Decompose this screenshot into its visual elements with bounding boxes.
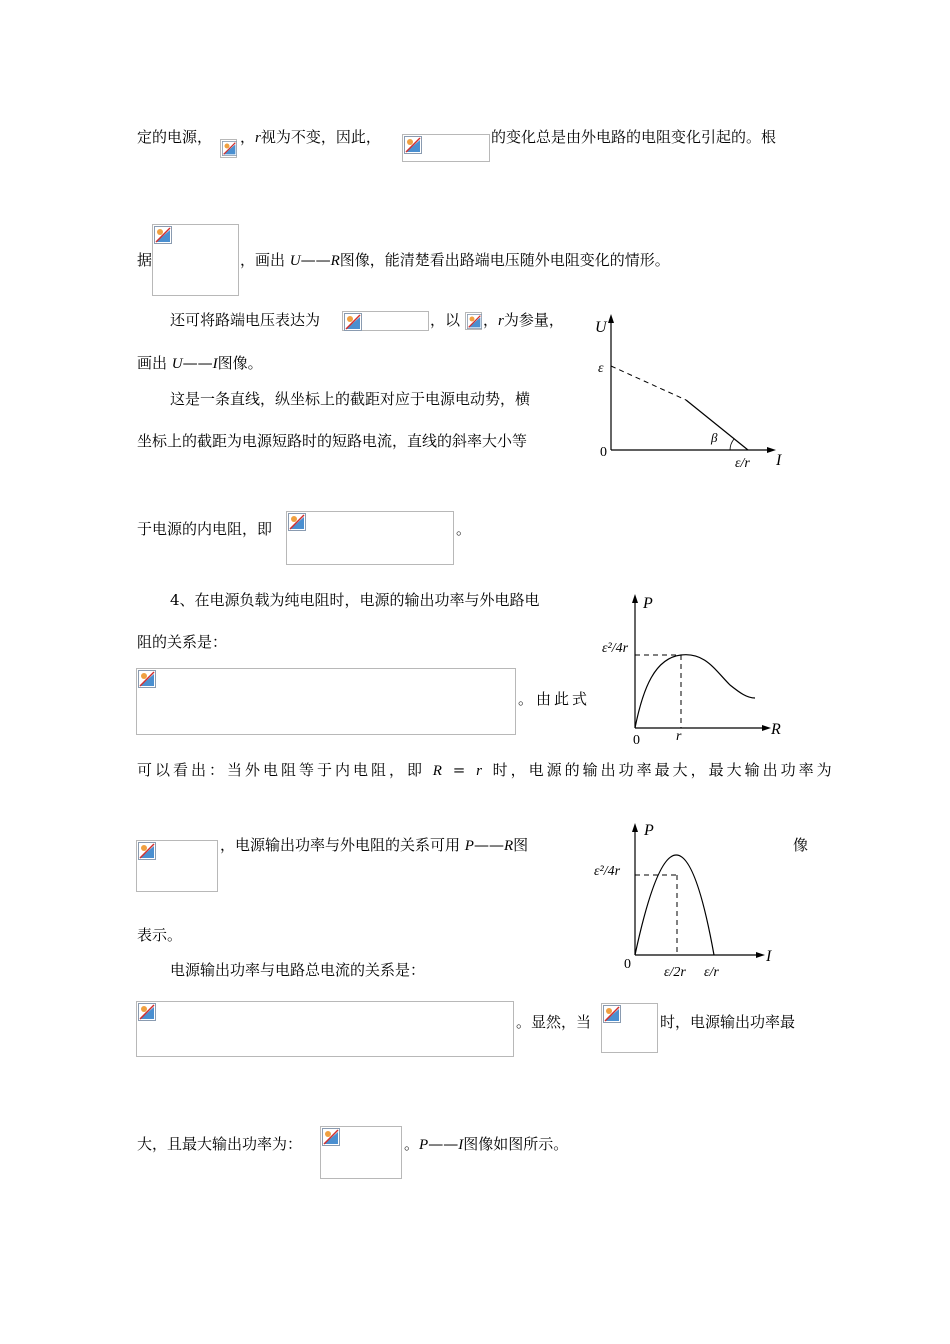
text-line (456, 519, 471, 539)
broken-image-icon (138, 670, 156, 688)
formula-image (136, 668, 516, 735)
text-segment: 时，电源的输出功率最大，最大输出功率为 (484, 761, 835, 779)
x-axis-arrow (762, 725, 771, 731)
text-segment: ， (240, 128, 256, 146)
variable: U (289, 253, 301, 269)
text-segment: 。 (404, 1135, 420, 1153)
text-line (483, 310, 564, 331)
variable: I (212, 356, 218, 372)
text-line (220, 835, 528, 856)
text-segment: 图像，能清楚看出路端电压随外电阻变化的情形。 (339, 251, 670, 269)
text-line (137, 760, 835, 781)
p-r-graph (595, 588, 790, 748)
peak-value-label: ε²/4r (594, 864, 621, 879)
angle-arc (730, 439, 734, 450)
text-segment: 视为不变，因此， (260, 128, 381, 146)
text-segment: 。显然，当 (516, 1013, 592, 1031)
x-axis-label: R (771, 721, 781, 738)
text-segment: 时，电源输出功率最 (660, 1013, 796, 1031)
peak-value-label: ε²/4r (602, 641, 629, 656)
peak-x-label: r (676, 729, 682, 744)
formula-image (286, 511, 454, 565)
origin-label: 0 (624, 957, 631, 972)
variable: R (432, 763, 445, 779)
x-axis-label: I (766, 948, 772, 965)
text-line: 坐标上的截距为电源短路时的短路电流，直线的斜率大小等 (137, 432, 528, 450)
formula-image (601, 1003, 658, 1053)
text-segment: 。 (456, 520, 472, 538)
broken-image-icon (154, 226, 172, 244)
variable: R (330, 253, 340, 269)
text-line: 。由此式 (518, 690, 591, 708)
formula-image (152, 224, 239, 296)
broken-image-icon (222, 141, 237, 156)
formula-image (220, 139, 237, 158)
text-segment: 定的电源， (137, 128, 213, 146)
text-line (137, 127, 212, 147)
text-segment: = (444, 761, 477, 779)
y-axis-label: P (644, 822, 654, 839)
y-intercept-label: ε (598, 361, 604, 376)
text-line (491, 127, 776, 147)
broken-image-icon (288, 513, 306, 531)
angle-label: β (711, 430, 718, 445)
dashed-line (611, 366, 686, 400)
x-axis-arrow (767, 447, 776, 453)
x-axis-label: I (776, 452, 782, 469)
formula-image (136, 1001, 514, 1057)
variable: r (476, 763, 485, 779)
text-segment: 图像。 (217, 354, 263, 372)
broken-image-icon (344, 313, 362, 331)
text-line: 4、在电源负载为纯电阻时，电源的输出功率与外电路电 (170, 591, 540, 609)
text-line: 电源输出功率与电路总电流的关系是： (170, 961, 426, 979)
text-segment: 为参量， (503, 311, 564, 329)
broken-image-icon (603, 1005, 621, 1023)
text-line (137, 1134, 302, 1154)
variable: r (255, 130, 261, 146)
text-segment: —— (182, 354, 213, 372)
text-segment: 图像如图所示。 (463, 1135, 569, 1153)
variable: R (503, 838, 514, 854)
text-segment: —— (473, 836, 504, 854)
formula-image (465, 312, 482, 330)
text-segment: ，电源输出功率与外电阻的关系可用 (220, 836, 465, 854)
variable: U (171, 356, 183, 372)
formula-image (136, 840, 218, 892)
broken-image-icon (467, 314, 482, 329)
text-segment: 可以看出：当外电阻等于内电阻，即 (137, 761, 433, 779)
text-line (137, 353, 263, 374)
p-i-graph (592, 815, 792, 980)
broken-image-icon (322, 1128, 340, 1146)
text-line: 阻的关系是： (137, 633, 228, 651)
text-line: 这是一条直线，纵坐标上的截距对应于电源电动势，横 (170, 390, 531, 408)
variable: I (458, 1137, 464, 1153)
text-line (660, 1012, 795, 1032)
formula-image (402, 134, 490, 162)
text-segment: 还可将路端电压表达为 (170, 311, 321, 329)
x-intercept-label: ε/r (735, 456, 750, 470)
origin-label: 0 (600, 445, 607, 460)
text-segment: 于电源的内电阻，即 (137, 520, 273, 538)
text-line (170, 310, 320, 330)
text-line (137, 250, 152, 270)
x-axis-arrow (756, 952, 765, 958)
peak-x-label: ε/2r (664, 965, 686, 980)
power-parabola (635, 855, 714, 955)
variable: P (419, 1137, 429, 1153)
text-segment: 据 (137, 251, 153, 269)
variable: P (464, 838, 474, 854)
power-curve (635, 655, 755, 728)
text-segment: 大，且最大输出功率为： (137, 1135, 303, 1153)
text-segment: —— (300, 251, 331, 269)
y-axis-arrow (632, 823, 638, 832)
text-line: 表示。 (137, 926, 183, 944)
origin-label: 0 (633, 733, 640, 748)
y-axis-arrow (608, 314, 614, 323)
variable: r (498, 313, 504, 329)
broken-image-icon (138, 1003, 156, 1021)
text-segment: —— (428, 1135, 459, 1153)
text-segment: 的变化总是由外电路的电阻变化引起的。根 (491, 128, 777, 146)
y-axis-label: U (595, 319, 607, 336)
text-segment: ，画出 (240, 251, 290, 269)
text-line (240, 127, 381, 148)
y-axis-arrow (632, 594, 638, 603)
u-i-graph (590, 310, 800, 470)
text-segment: 图 (513, 836, 529, 854)
formula-image (320, 1126, 402, 1179)
text-line (516, 1012, 591, 1032)
text-line (430, 310, 460, 330)
text-line (137, 519, 272, 539)
text-line (404, 1134, 568, 1155)
end-x-label: ε/r (704, 965, 719, 980)
text-line: 像 (793, 836, 809, 854)
text-segment: 画出 (137, 354, 172, 372)
text-line (240, 250, 670, 271)
broken-image-icon (138, 842, 156, 860)
text-segment: ，以 (430, 311, 461, 329)
y-axis-label: P (643, 595, 653, 612)
formula-image (342, 311, 429, 331)
text-segment: ， (483, 311, 499, 329)
broken-image-icon (404, 136, 422, 154)
